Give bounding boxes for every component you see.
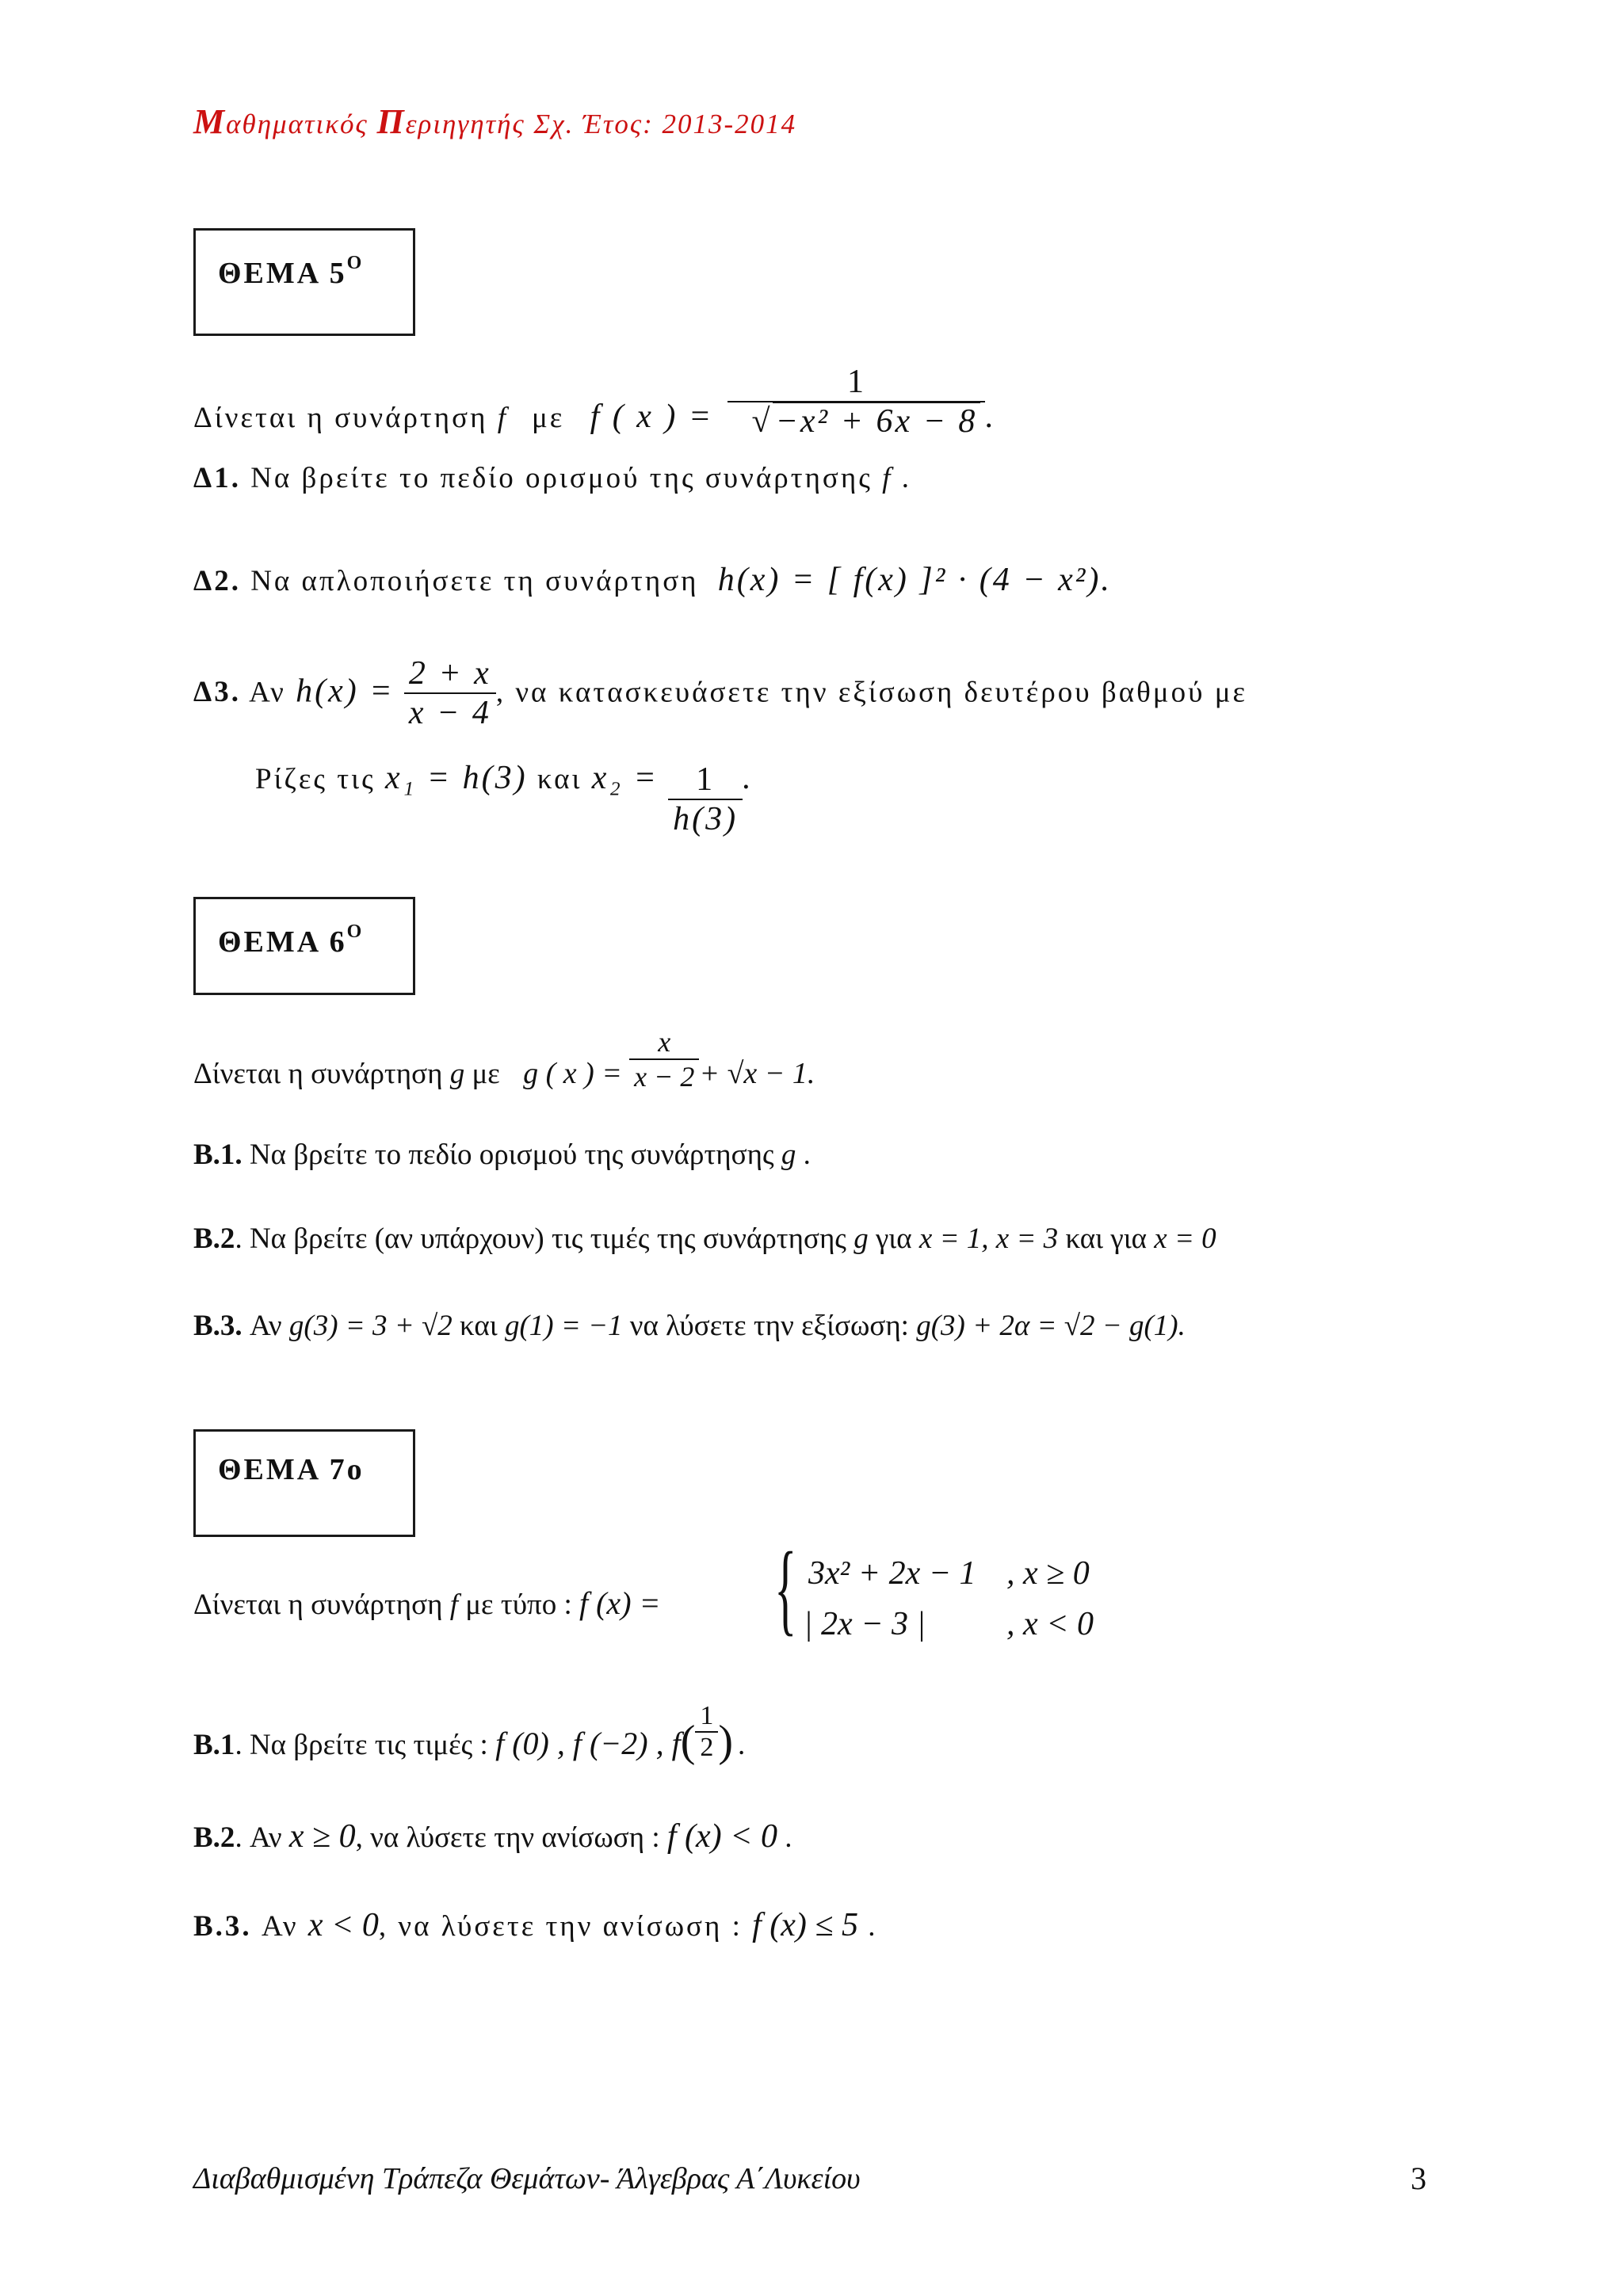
topic-5-q3-x2-num: 1 bbox=[696, 761, 716, 798]
topic-7-case2-cond: , x < 0 bbox=[1006, 1606, 1094, 1642]
topic-7-intro-me: με τύπο : bbox=[457, 1589, 579, 1621]
topic-7-b3-an: Αν bbox=[251, 1910, 308, 1943]
topic-7-b1-label: B.1 bbox=[193, 1729, 235, 1761]
topic-7-f-lhs: f (x) = bbox=[579, 1585, 661, 1621]
topic-7-b2-text: , να λύσετε την ανίσωση : bbox=[355, 1821, 667, 1854]
topic-5-func-num: 1 bbox=[846, 364, 866, 400]
topic-6-b2 bbox=[193, 1222, 1216, 1256]
topic-7-b2-an: . Αν bbox=[235, 1821, 289, 1854]
topic-7-case2 bbox=[804, 1605, 926, 1643]
topic-5-box bbox=[193, 228, 415, 336]
topic-5-q3-an: Αν bbox=[240, 676, 296, 709]
topic-6-b1 bbox=[193, 1138, 811, 1172]
topic-6-intro-g: g bbox=[449, 1058, 465, 1091]
header-p-rest: εριηγητής bbox=[405, 109, 525, 139]
page-number: 3 bbox=[1411, 2161, 1426, 2196]
topic-6-b2-zero: x = 0 bbox=[1154, 1222, 1216, 1255]
topic-6-sup: Ο bbox=[346, 921, 365, 942]
topic-6-b3-kai: και bbox=[452, 1310, 505, 1342]
topic-6-b1-g: g bbox=[781, 1138, 796, 1171]
topic-5-q1 bbox=[193, 461, 912, 495]
topic-6-label: ΘΕΜΑ 6 bbox=[218, 925, 347, 959]
topic-5-q3-text: , να κατασκευάσετε την εξίσωση δευτέρου βαθμού με bbox=[495, 676, 1248, 709]
topic-6-b3-g3: g(3) = 3 + √2 bbox=[288, 1310, 453, 1342]
topic-7-case1-expr: 3x² + 2x − 1 bbox=[808, 1555, 976, 1592]
topic-6-b3-g1: g(1) = −1 bbox=[504, 1310, 623, 1342]
topic-5-q3-num: 2 + x bbox=[408, 655, 491, 692]
topic-6-g-lhs: g ( x ) = bbox=[523, 1057, 622, 1091]
topic-5-func-den: √−x² + 6x − 8 bbox=[727, 401, 985, 441]
topic-7-intro-text: Δίνεται η συνάρτηση bbox=[193, 1589, 450, 1621]
topic-6-intro-text: Δίνεται η συνάρτηση bbox=[193, 1058, 450, 1091]
topic-6-b2-g: g bbox=[854, 1222, 869, 1255]
topic-7-intro bbox=[193, 1550, 661, 1621]
topic-7-b1-vals: f (0) , f (−2) , f bbox=[495, 1726, 681, 1761]
topic-7-case2-expr: | 2x − 3 | bbox=[804, 1606, 926, 1642]
topic-7-b3-cond: x < 0 bbox=[307, 1907, 379, 1943]
topic-7-b3-end: . bbox=[857, 1910, 878, 1943]
topic-5-q3-fraction bbox=[404, 654, 496, 732]
topic-6-b3-label: B.3. bbox=[193, 1310, 242, 1342]
topic-5-q2-text: Να απλοποιήσετε τη συνάρτηση bbox=[240, 565, 708, 597]
topic-5-q3-x2-den: h(3) bbox=[668, 799, 743, 838]
topic-5-q2 bbox=[193, 561, 1112, 599]
topic-6-b3-eq: g(3) + 2α = √2 − g(1). bbox=[916, 1310, 1186, 1342]
topic-7-b2-label: B.2 bbox=[193, 1821, 235, 1854]
topic-6-b3-an: Αν bbox=[242, 1310, 289, 1342]
topic-7-b3 bbox=[193, 1906, 877, 1944]
topic-6-intro-me: με bbox=[464, 1058, 508, 1091]
topic-7-b3-label: B.3. bbox=[193, 1910, 252, 1943]
topic-5-q3-roots-text: Ρίζες τις bbox=[255, 763, 386, 796]
topic-5-q3-den: x − 4 bbox=[404, 692, 496, 732]
topic-5-q3-period: . bbox=[743, 760, 754, 797]
topic-5-q3 bbox=[193, 656, 1247, 734]
topic-5-intro-f: f bbox=[497, 402, 508, 435]
topic-6-b2-text: . Να βρείτε (αν υπάρχουν) τις τιμές της συνάρτησης bbox=[235, 1222, 854, 1255]
header-rest: Σχ. Έτος: 2013-2014 bbox=[525, 109, 797, 139]
topic-5-intro-text: Δίνεται η συνάρτηση bbox=[193, 402, 498, 435]
topic-7-b1-end: . bbox=[738, 1729, 746, 1761]
topic-6-b2-label: B.2 bbox=[193, 1222, 235, 1255]
topic-7-b1-half-num: 1 bbox=[700, 1700, 714, 1730]
topic-5-q3-label: Δ3. bbox=[193, 676, 241, 709]
page-header bbox=[193, 101, 796, 142]
topic-5-q3-x2-fraction bbox=[668, 761, 743, 838]
topic-6-title bbox=[218, 921, 364, 959]
topic-7-b1: B.1. Να βρείτε τις τιμές : f (0) , f (−2) , f( $\frac{1}{2}$ ) . bbox=[193, 1700, 746, 1766]
topic-6-g-den: x − 2 bbox=[629, 1058, 699, 1093]
topic-5-q3-x2: x₂ = bbox=[591, 760, 659, 797]
topic-6-b2-kai: και για bbox=[1058, 1222, 1155, 1255]
header-p-cap: Π bbox=[376, 102, 406, 141]
topic-5-q3-x1: x₁ = h(3) bbox=[385, 760, 528, 797]
topic-5-func-lhs: f ( x ) = bbox=[590, 399, 714, 436]
topic-6-b3 bbox=[193, 1309, 1186, 1343]
topic-7-b3-text: , να λύσετε την ανίσωση : bbox=[378, 1910, 753, 1943]
topic-6-b1-text: Να βρείτε το πεδίο ορισμού της συνάρτησης bbox=[242, 1138, 781, 1171]
topic-7-b1-text: . Να βρείτε τις τιμές : bbox=[235, 1729, 496, 1761]
topic-6-b2-gia: για bbox=[868, 1222, 919, 1255]
topic-5-q3-h: h(x) = bbox=[296, 673, 395, 710]
topic-6-box bbox=[193, 897, 415, 995]
topic-5-sup: Ο bbox=[346, 253, 365, 273]
topic-5-func-fraction bbox=[727, 363, 985, 441]
topic-7-b2 bbox=[193, 1817, 792, 1855]
topic-6-g-num: x bbox=[658, 1026, 671, 1058]
topic-6-b1-label: B.1. bbox=[193, 1138, 242, 1171]
header-m-cap: M bbox=[193, 102, 227, 141]
topic-6-b1-end: . bbox=[796, 1138, 811, 1171]
topic-5-q2-formula: h(x) = [ f(x) ]² · (4 − x²). bbox=[717, 562, 1112, 598]
topic-7-box bbox=[193, 1429, 415, 1537]
topic-7-brace: { bbox=[774, 1531, 797, 1646]
topic-5-func-period: . bbox=[985, 399, 996, 436]
topic-5-q1-f: f . bbox=[882, 462, 912, 494]
topic-6-g-rest: + √x − 1. bbox=[699, 1057, 815, 1091]
topic-7-case1 bbox=[808, 1554, 976, 1592]
topic-5-q3-line2 bbox=[255, 762, 754, 840]
topic-5-q1-text: Να βρείτε το πεδίο ορισμού της συνάρτησης bbox=[240, 462, 883, 494]
topic-5-intro-me: με bbox=[531, 402, 575, 435]
topic-6-b2-vals: x = 1, x = 3 bbox=[918, 1222, 1059, 1255]
topic-7-case1-cond: , x ≥ 0 bbox=[1006, 1555, 1090, 1592]
topic-7-b3-ineq: f (x) ≤ 5 bbox=[752, 1907, 858, 1943]
topic-7-b2-cond: x ≥ 0 bbox=[288, 1818, 356, 1855]
topic-7-b2-ineq: f (x) < 0 bbox=[666, 1818, 777, 1855]
topic-7-b1-half-den: 2 bbox=[695, 1731, 718, 1763]
header-m-rest: αθηματικός bbox=[226, 109, 377, 139]
topic-5-q2-label: Δ2. bbox=[193, 565, 241, 597]
topic-5-label: ΘΕΜΑ 5 bbox=[218, 257, 347, 290]
topic-5-intro bbox=[193, 352, 996, 440]
topic-5-q1-label: Δ1. bbox=[193, 462, 241, 494]
topic-5-q3-kai: και bbox=[527, 763, 592, 796]
topic-6-intro bbox=[193, 1014, 815, 1093]
topic-7-intro-f: f bbox=[449, 1589, 458, 1621]
topic-7-b2-end: . bbox=[777, 1821, 792, 1854]
topic-5-func-radicand: −x² + 6x − 8 bbox=[773, 402, 981, 440]
topic-7-b1-half bbox=[695, 1701, 718, 1763]
footer-title: Διαβαθμισμένη Τράπεζα Θεμάτων- Άλγεβρας Α΄Λυκείου bbox=[193, 2162, 861, 2195]
topic-6-g-fraction bbox=[629, 1025, 699, 1093]
topic-6-b3-text: να λύσετε την εξίσωση: bbox=[622, 1310, 917, 1342]
topic-7-title: ΘΕΜΑ 7ο bbox=[218, 1453, 365, 1486]
topic-5-title bbox=[218, 253, 364, 291]
